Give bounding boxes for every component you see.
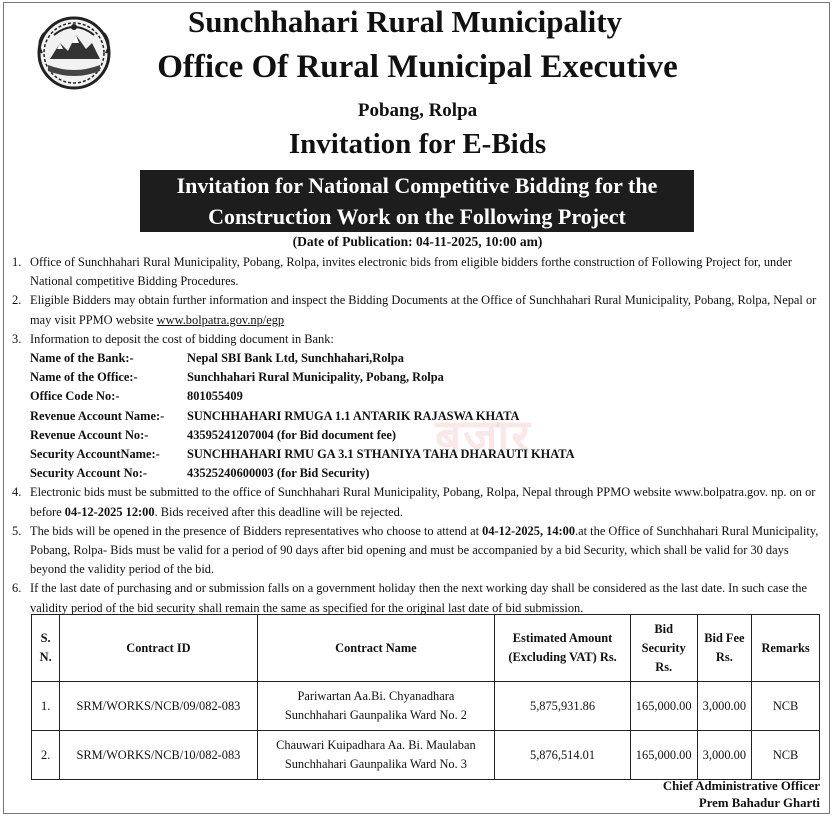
clause-5 bbox=[12, 522, 822, 580]
banner-line-1: Invitation for National Competitive Bidding for the bbox=[176, 173, 658, 198]
bank-key: Name of the Office:- bbox=[30, 370, 138, 385]
bank-key: Name of the Bank:- bbox=[30, 351, 134, 366]
clause-text: Information to deposit the cost of bidding document in Bank: bbox=[30, 331, 334, 346]
name-line-1: Chauwari Kuipadhara Aa. Bi. Maulaban bbox=[276, 738, 476, 752]
col-header-contract-name: Contract Name bbox=[257, 615, 495, 682]
cell-remarks: NCB bbox=[752, 731, 820, 780]
cell-amount: 5,876,514.01 bbox=[495, 731, 631, 780]
contracts-table bbox=[31, 614, 820, 780]
bank-value: 43525240600003 (for Bid Security) bbox=[187, 466, 370, 481]
cell-remarks: NCB bbox=[752, 682, 820, 731]
clause-text: Electronic bids must be submitted to the office of Sunchhahari Rural Municipality, Pobang, Rolpa, Nepal through PPMO website www.bolpatra.gov. np. on or before bbox=[30, 485, 816, 519]
bank-value: 43595241207004 (for Bid document fee) bbox=[187, 427, 397, 442]
clause-4 bbox=[12, 483, 822, 521]
bank-row bbox=[30, 407, 822, 426]
table-row bbox=[32, 731, 820, 780]
bank-row bbox=[30, 464, 822, 483]
bank-row bbox=[30, 368, 822, 387]
clause-number: 5. bbox=[12, 523, 22, 538]
bank-row bbox=[30, 387, 822, 406]
notice-title: Invitation for E-Bids bbox=[288, 128, 547, 160]
cell-fee: 3,000.00 bbox=[697, 682, 752, 731]
location: Pobang, Rolpa bbox=[357, 100, 478, 121]
clause-1 bbox=[12, 253, 822, 291]
clause-text: The bids will be opened in the presence of Bidders representatives who choose to attend at bbox=[30, 523, 483, 538]
cell-security: 165,000.00 bbox=[630, 682, 697, 731]
submission-deadline: 04-12-2025 12:00 bbox=[64, 504, 155, 519]
bank-row bbox=[30, 445, 822, 464]
cell-contract-name bbox=[257, 682, 495, 731]
cell-security: 165,000.00 bbox=[630, 731, 697, 780]
bank-value: SUNCHHAHARI RMUGA 1.1 ANTARIK RAJASWA KHATA bbox=[187, 408, 520, 423]
bank-value: 801055409 bbox=[187, 389, 243, 404]
table-row bbox=[32, 682, 820, 731]
bank-value: Sunchhahari Rural Municipality, Pobang, Rolpa bbox=[187, 370, 444, 385]
col-header-amount: Estimated Amount (Excluding VAT) Rs. bbox=[495, 615, 631, 682]
bank-key: Security Account No:- bbox=[30, 466, 148, 481]
name-line-2: Sunchhahari Gaunpalika Ward No. 3 bbox=[284, 757, 467, 771]
clause-number: 6. bbox=[12, 581, 22, 596]
signatory-title: Chief Administrative Officer bbox=[662, 779, 820, 793]
name-line-1: Pariwartan Aa.Bi. Chyanadhara bbox=[297, 689, 455, 703]
clause-number: 1. bbox=[12, 255, 22, 269]
clause-text: .at the Office of Sunchhahari Rural Municipality, Pobang, Rolpa- Bids must be valid for a period of 90 days after bid opening and must be accompanied by a bid Security, which shall be valid for 30 days beyond the validity period of the bid. bbox=[30, 523, 819, 577]
cell-contract-id: SRM/WORKS/NCB/10/082-083 bbox=[60, 731, 257, 780]
clause-text: . Bids received after this deadline will be rejected. bbox=[154, 504, 403, 519]
cell-contract-id: SRM/WORKS/NCB/09/082-083 bbox=[60, 682, 257, 731]
banner-line-2: Construction Work on the Following Project bbox=[208, 204, 626, 229]
clause-number: 4. bbox=[12, 485, 22, 500]
bank-row bbox=[30, 349, 822, 368]
bank-row bbox=[30, 426, 822, 445]
clause-number: 3. bbox=[12, 331, 22, 346]
bank-key: Office Code No:- bbox=[30, 389, 120, 404]
table-header-row bbox=[32, 615, 820, 682]
name-line-2: Sunchhahari Gaunpalika Ward No. 2 bbox=[284, 708, 467, 722]
egp-link[interactable]: www.bolpatra.gov.np/egp bbox=[156, 312, 285, 327]
cell-sn: 1. bbox=[32, 682, 60, 731]
clause-2 bbox=[12, 291, 822, 329]
col-header-security: Bid Security Rs. bbox=[630, 615, 697, 682]
bank-key: Security AccountName:- bbox=[30, 447, 160, 462]
col-header-remarks: Remarks bbox=[752, 615, 820, 682]
cell-amount: 5,875,931.86 bbox=[495, 682, 631, 731]
col-header-sn: S. N. bbox=[32, 615, 60, 682]
clause-text: Office of Sunchhahari Rural Municipality, Pobang, Rolpa, invites electronic bids from eligible bidders forthe construction of Following Project for, under National competitive Bidding Procedures. bbox=[30, 255, 793, 289]
col-header-fee: Bid Fee Rs. bbox=[697, 615, 752, 682]
clause-6 bbox=[12, 579, 822, 617]
cell-sn: 2. bbox=[32, 731, 60, 780]
bank-key: Revenue Account No:- bbox=[30, 427, 149, 442]
bank-key: Revenue Account Name:- bbox=[30, 408, 165, 423]
col-header-contract-id: Contract ID bbox=[60, 615, 257, 682]
cell-contract-name bbox=[257, 731, 495, 780]
clause-text: If the last date of purchasing and or submission falls on a government holiday then the next working day shall be considered as the last date. In such case the validity period of the bid security shall remain the same as specified for the original last date of bid submission. bbox=[30, 581, 807, 615]
clause-number: 2. bbox=[12, 293, 22, 308]
notice-banner bbox=[140, 170, 694, 232]
signatory-name: Prem Bahadur Gharti bbox=[698, 796, 820, 810]
cell-fee: 3,000.00 bbox=[697, 731, 752, 780]
clause-3 bbox=[12, 330, 822, 349]
bank-value: Nepal SBI Bank Ltd, Sunchhahari,Rolpa bbox=[187, 351, 404, 366]
office-name: Office Of Rural Municipal Executive bbox=[157, 49, 678, 85]
watermark: बजार bbox=[435, 409, 533, 463]
clause-text: Eligible Bidders may obtain further information and inspect the Bidding Documents at the Office of Sunchhahari Rural Municipality, Pobang, Rolpa, Nepal or may visit PPMO website bbox=[30, 293, 817, 327]
municipality-name: Sunchhahari Rural Municipality bbox=[187, 4, 623, 39]
bank-value: SUNCHHAHARI RMU GA 3.1 STHANIYA TAHA DHARAUTI KHATA bbox=[187, 447, 575, 462]
notice-body bbox=[12, 253, 822, 618]
opening-date: 04-12-2025, 14:00 bbox=[482, 523, 576, 538]
bank-details bbox=[30, 349, 822, 483]
publication-date: (Date of Publication: 04-11-2025, 10:00 am) bbox=[292, 234, 543, 249]
